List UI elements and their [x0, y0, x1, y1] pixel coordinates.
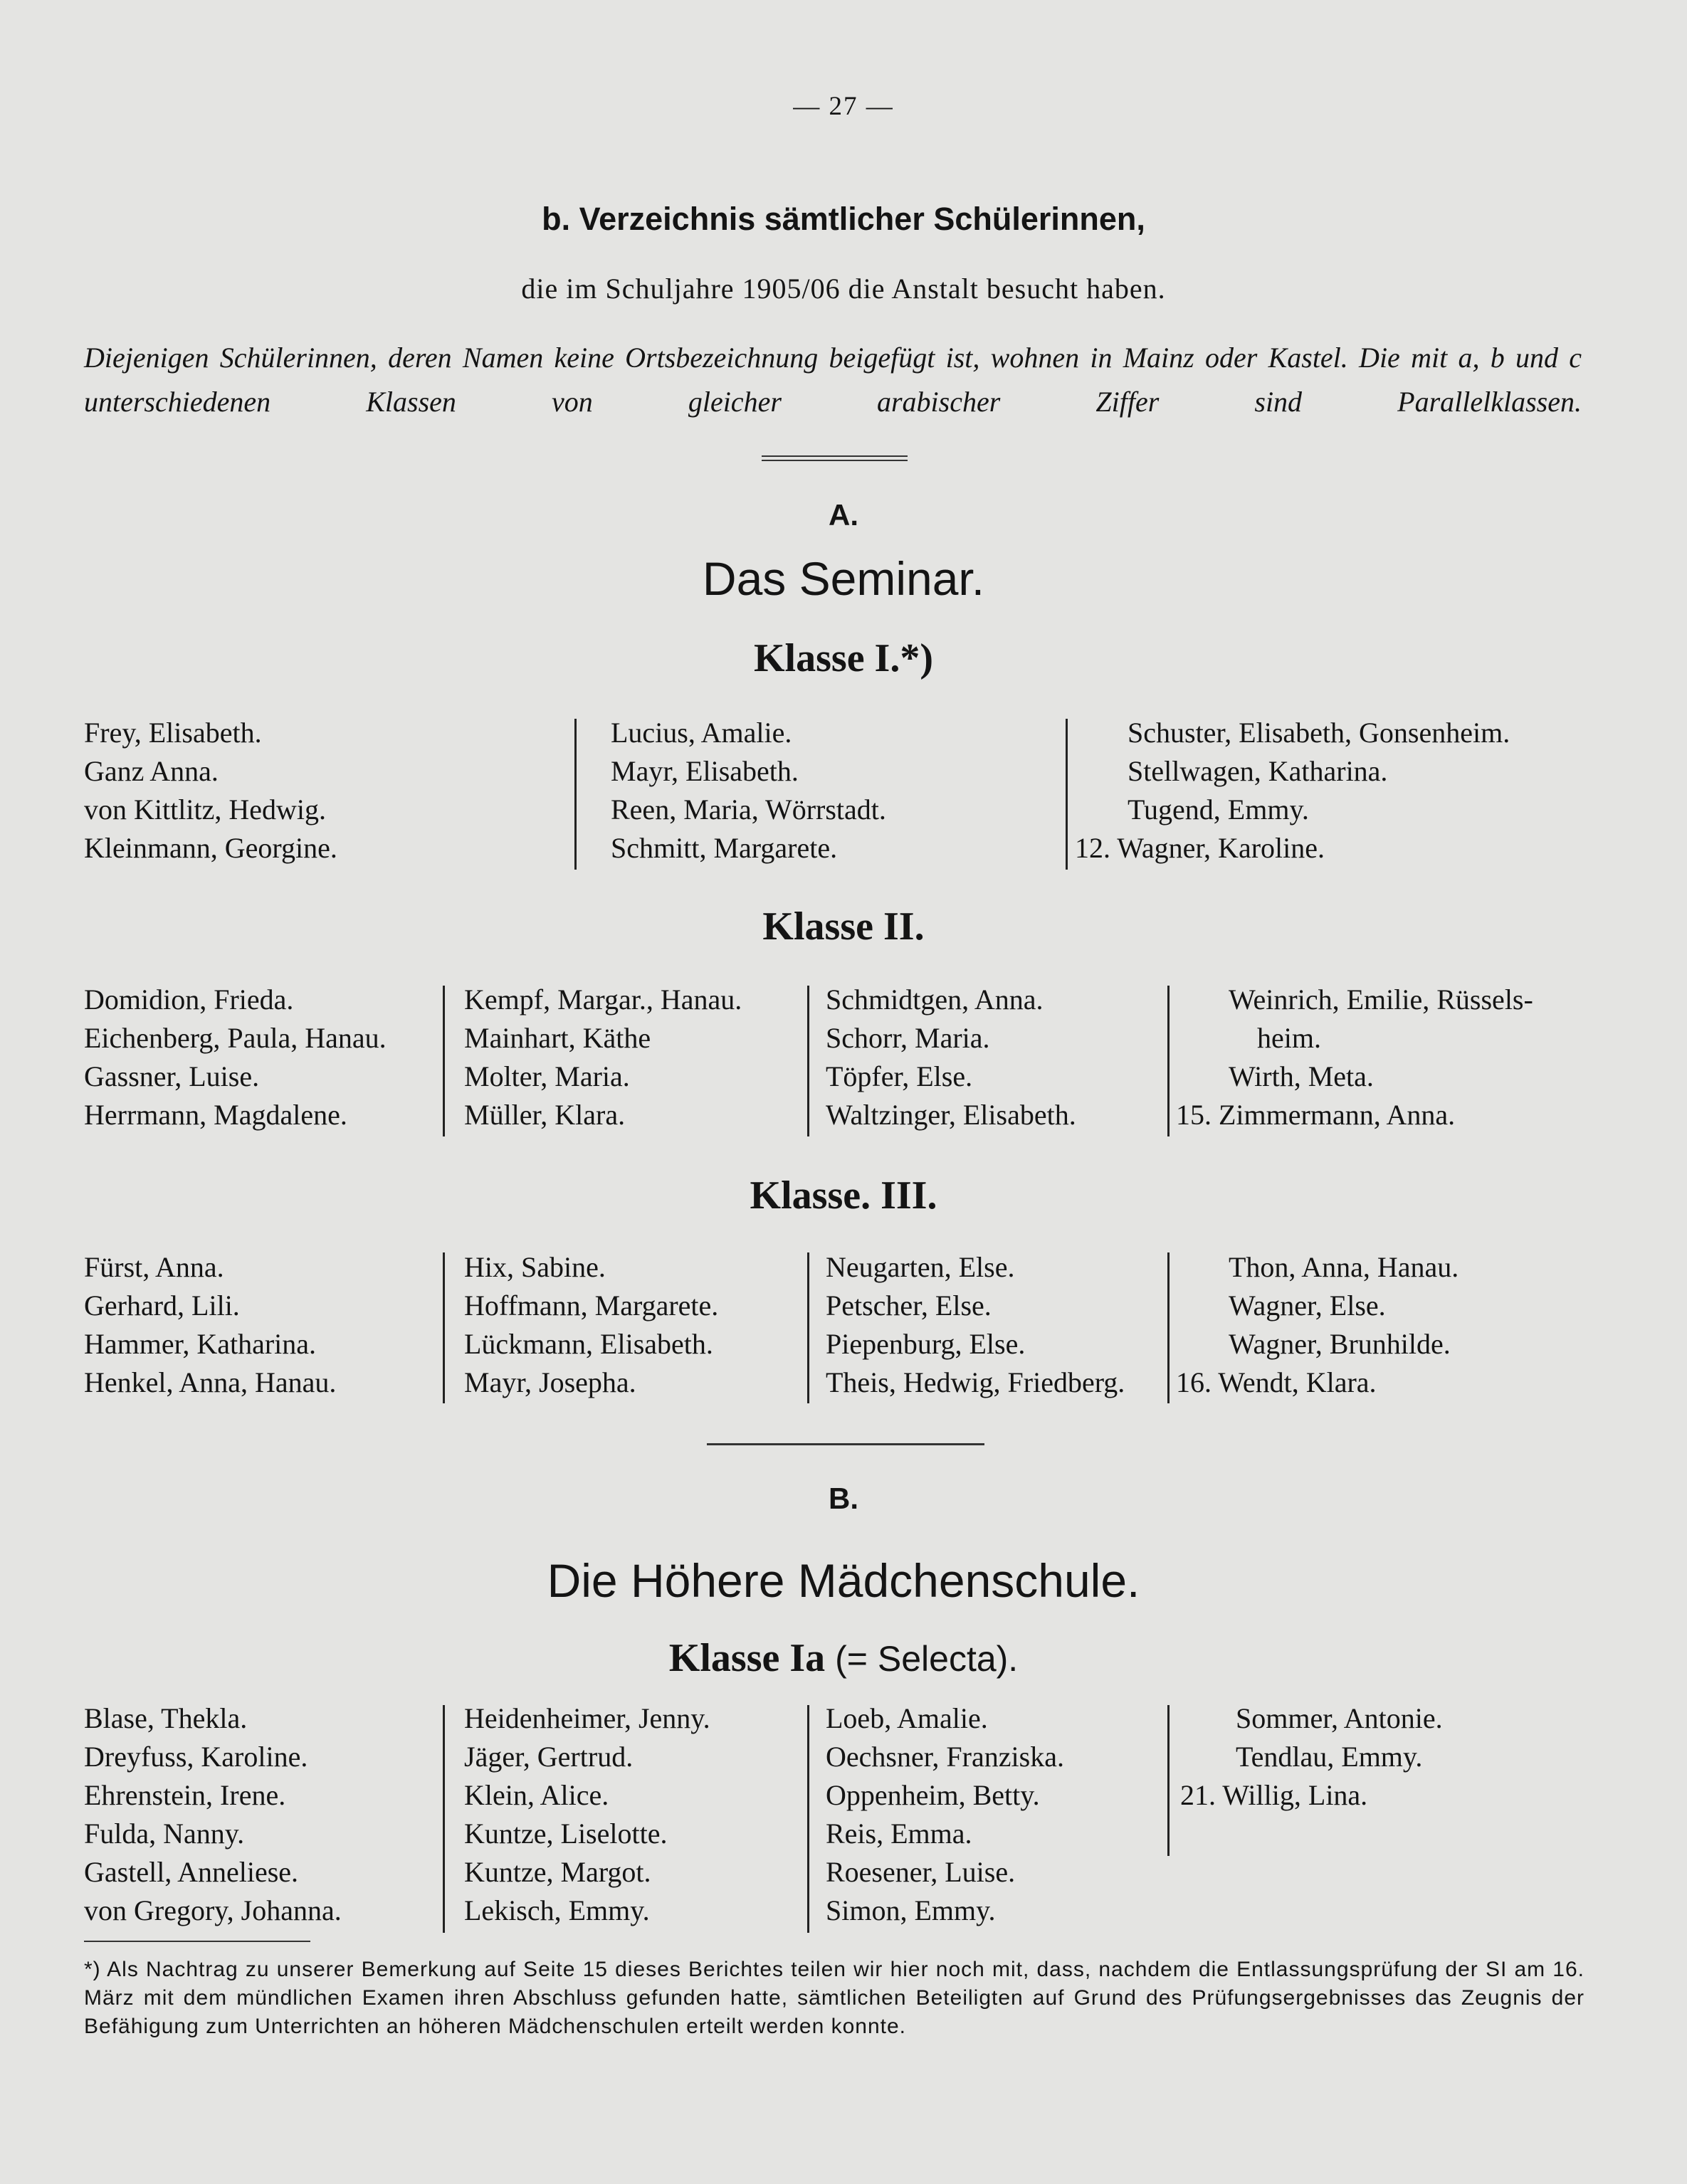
klasse-1a-column-3 [826, 1699, 1064, 1930]
student-name: Kempf, Margar., Hanau. [464, 983, 742, 1015]
student-name: Töpfer, Else. [826, 1060, 973, 1092]
student-name: Klein, Alice. [464, 1779, 609, 1811]
student-name: Eichenberg, Paula, Hanau. [84, 1022, 387, 1054]
klasse-1-column-3 [1075, 714, 1510, 867]
student-name: Waltzinger, Elisabeth. [826, 1099, 1076, 1131]
student-name: Blase, Thekla. [84, 1702, 248, 1734]
student-name: von Kittlitz, Hedwig. [84, 793, 326, 825]
klasse-1-title: Klasse I.*) [754, 636, 933, 680]
student-name: Hammer, Katharina. [84, 1328, 317, 1360]
student-name: 21. Willig, Lina. [1180, 1779, 1368, 1811]
student-name: Frey, Elisabeth. [84, 717, 262, 749]
section-b-title: Die Höhere Mädchenschule. [547, 1554, 1140, 1607]
student-name: Fulda, Nanny. [84, 1818, 245, 1850]
page-subtitle: die im Schuljahre 1905/06 die Anstalt besucht haben. [521, 273, 1166, 305]
student-name: Petscher, Else. [826, 1289, 992, 1322]
column-divider [1066, 719, 1068, 870]
klasse-1-column-1 [84, 714, 337, 867]
student-name: Gassner, Luise. [84, 1060, 260, 1092]
student-name: Roesener, Luise. [826, 1856, 1016, 1888]
student-name: Herrmann, Magdalene. [84, 1099, 347, 1131]
student-name: Dreyfuss, Karoline. [84, 1741, 308, 1773]
student-name: Schmidtgen, Anna. [826, 983, 1044, 1015]
student-name: Ganz Anna. [84, 755, 219, 787]
student-name: Thon, Anna, Hanau. [1229, 1251, 1459, 1283]
klasse-1a-title [0, 1635, 1687, 1681]
student-name: Mayr, Josepha. [464, 1366, 636, 1398]
student-name: Oppenheim, Betty. [826, 1779, 1040, 1811]
student-name: Heidenheimer, Jenny. [464, 1702, 710, 1734]
student-name: Schuster, Elisabeth, Gonsenheim. [1128, 717, 1510, 749]
student-name: Molter, Maria. [464, 1060, 630, 1092]
klasse-3-column-2 [464, 1248, 718, 1402]
student-name: Sommer, Antonie. [1236, 1702, 1443, 1734]
column-divider [807, 1705, 809, 1933]
section-divider [707, 1443, 984, 1445]
student-name: 16. Wendt, Klara. [1176, 1366, 1377, 1398]
student-name: Ehrenstein, Irene. [84, 1779, 286, 1811]
column-divider [1167, 986, 1170, 1136]
klasse-2-column-1 [84, 981, 387, 1134]
klasse-2-column-2 [464, 981, 742, 1134]
klasse-1-column-2 [611, 714, 886, 867]
section-a-title: Das Seminar. [702, 552, 985, 605]
klasse-2-column-3 [826, 981, 1076, 1134]
column-divider [443, 986, 445, 1136]
student-name: Mayr, Elisabeth. [611, 755, 799, 787]
klasse-2-title: Klasse II. [762, 904, 925, 949]
student-name: Müller, Klara. [464, 1099, 626, 1131]
student-name: Tendlau, Emmy. [1236, 1741, 1423, 1773]
student-name: Weinrich, Emilie, Rüssels- [1229, 983, 1533, 1015]
klasse-3-column-4 [1176, 1248, 1459, 1402]
student-name: Lekisch, Emmy. [464, 1894, 650, 1926]
student-name: Kleinmann, Georgine. [84, 832, 337, 864]
klasse-3-title: Klasse. III. [750, 1173, 937, 1218]
column-divider [574, 719, 577, 870]
section-divider [762, 455, 908, 461]
student-name: Theis, Hedwig, Friedberg. [826, 1366, 1125, 1398]
student-name: Simon, Emmy. [826, 1894, 996, 1926]
student-name: Fürst, Anna. [84, 1251, 224, 1283]
student-name: Wirth, Meta. [1229, 1060, 1374, 1092]
column-divider [807, 1252, 809, 1403]
student-name: Reen, Maria, Wörrstadt. [611, 793, 886, 825]
student-name: Lucius, Amalie. [611, 717, 792, 749]
student-name: Domidion, Frieda. [84, 983, 294, 1015]
student-name: Neugarten, Else. [826, 1251, 1015, 1283]
student-name: Wagner, Brunhilde. [1229, 1328, 1451, 1360]
student-name: von Gregory, Johanna. [84, 1894, 342, 1926]
student-name: Mainhart, Käthe [464, 1022, 651, 1054]
klasse-2-column-4 [1176, 981, 1533, 1134]
column-divider [443, 1252, 445, 1403]
column-divider [1167, 1705, 1170, 1856]
klasse-3-column-1 [84, 1248, 336, 1402]
column-divider [443, 1705, 445, 1933]
student-name: Jäger, Gertrud. [464, 1741, 634, 1773]
student-name: Schorr, Maria. [826, 1022, 990, 1054]
student-name: Wagner, Else. [1229, 1289, 1386, 1322]
klasse-1a-column-4 [1180, 1699, 1443, 1815]
student-name: Reis, Emma. [826, 1818, 972, 1850]
student-name: Lückmann, Elisabeth. [464, 1328, 713, 1360]
column-divider [807, 986, 809, 1136]
student-name: Gastell, Anneliese. [84, 1856, 299, 1888]
section-a-label: A. [829, 498, 858, 532]
klasse-1a-column-2 [464, 1699, 710, 1930]
footnote-rule [84, 1941, 310, 1942]
student-name: 15. Zimmermann, Anna. [1176, 1099, 1456, 1131]
student-name: Hix, Sabine. [464, 1251, 606, 1283]
student-name: Loeb, Amalie. [826, 1702, 988, 1734]
page-number: — 27 — [793, 92, 894, 121]
intro-paragraph: Diejenigen Schülerinnen, deren Namen keine Ortsbezeichnung beigefügt ist, wohnen in Mainz oder Kastel. Die mit a, b und c unterschiedenen Klassen von gleicher arabischer Ziffer sind Parallelklassen. [84, 342, 1582, 418]
footnote: *) Als Nachtrag zu unserer Bemerkung auf Seite 15 dieses Berichtes teilen wir hier noch mit, dass, nachdem die Entlassungsprüfung der SI am 16. März mit dem mündlichen Examen ihren Abschluss gefunden hatte, sämtlichen Beteiligten auf Grund des Prüfungsergebnisses das Zeugnis der Befähigung zum Unterrichten an höheren Mädchenschulen erteilt werden konnte. [84, 1958, 1584, 2038]
student-name: Schmitt, Margarete. [611, 832, 838, 864]
student-name: Piepenburg, Else. [826, 1328, 1026, 1360]
student-name: Kuntze, Liselotte. [464, 1818, 668, 1850]
student-name: Stellwagen, Katharina. [1128, 755, 1388, 787]
student-name: heim. [1257, 1022, 1321, 1054]
klasse-1a-column-1 [84, 1699, 342, 1930]
student-name: Henkel, Anna, Hanau. [84, 1366, 337, 1398]
student-name: Oechsner, Franziska. [826, 1741, 1064, 1773]
student-name: Gerhard, Lili. [84, 1289, 240, 1322]
student-name: Tugend, Emmy. [1128, 793, 1309, 825]
column-divider [1167, 1252, 1170, 1403]
klasse-1a-title-main: Klasse Ia [668, 1636, 826, 1680]
klasse-3-column-3 [826, 1248, 1125, 1402]
student-name: Hoffmann, Margarete. [464, 1289, 719, 1322]
klasse-1a-title-suffix: (= Selecta). [835, 1639, 1019, 1679]
page-heading: b. Verzeichnis sämtlicher Schülerinnen, [542, 201, 1145, 237]
section-b-label: B. [829, 1482, 858, 1515]
student-name: Kuntze, Margot. [464, 1856, 651, 1888]
student-name: 12. Wagner, Karoline. [1075, 832, 1325, 864]
